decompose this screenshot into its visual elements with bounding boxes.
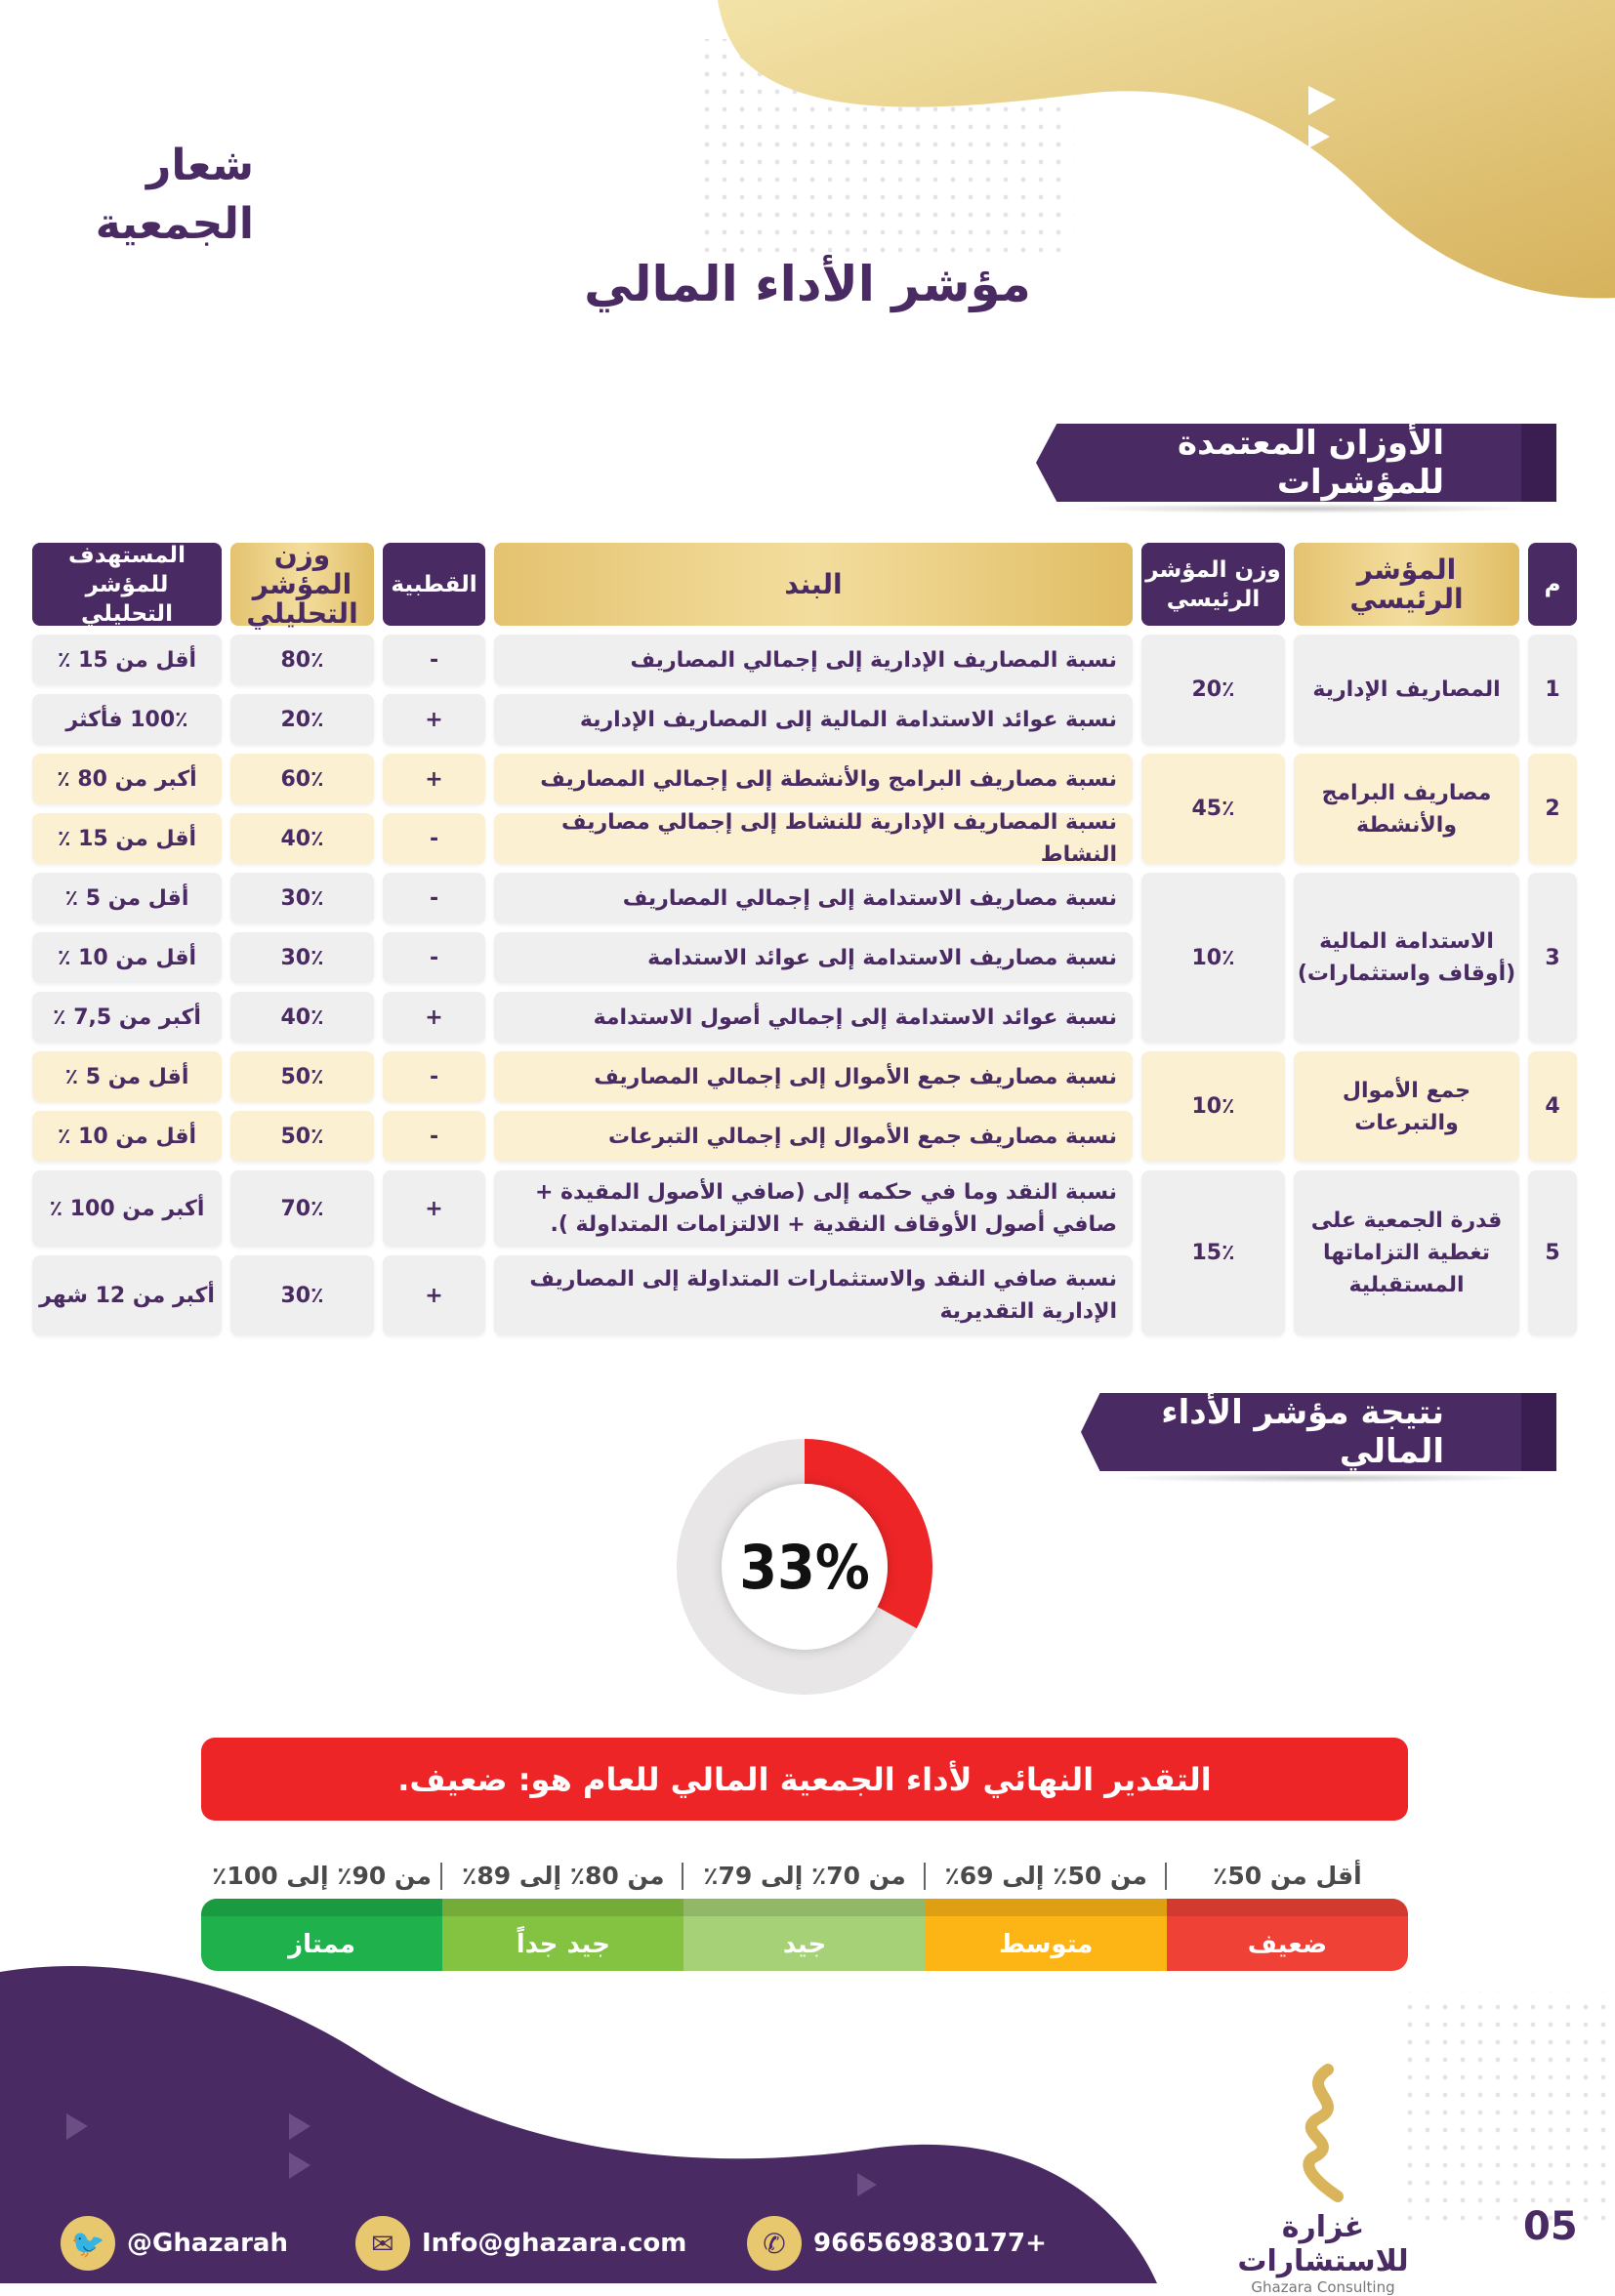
analytic-weight-cell: 60٪: [230, 754, 374, 804]
target-cell: أقل من 5 ٪: [32, 1051, 222, 1102]
footer-twitter[interactable]: [61, 2216, 288, 2271]
twitter-icon: 🐦: [61, 2216, 115, 2271]
item-cell: نسبة النقد وما في حكمه إلى (صافي الأصول المقيدة + صافي أصول الأوقاف النقدية + الالتزامات المتداولة ).: [494, 1170, 1133, 1247]
polarity-cell: +: [383, 992, 485, 1043]
row-number: 2: [1528, 754, 1577, 864]
analytic-weight-cell: 50٪: [230, 1111, 374, 1162]
row-number: 4: [1528, 1051, 1577, 1162]
main-weight-cell: 10٪: [1141, 873, 1285, 1043]
analytic-weight-cell: 40٪: [230, 813, 374, 864]
email-icon: ✉: [355, 2216, 410, 2271]
phone-icon: ✆: [747, 2216, 802, 2271]
header-main-indicator: المؤشر الرئيسي: [1294, 543, 1519, 626]
analytic-weight-cell: 40٪: [230, 992, 374, 1043]
target-cell: أقل من 10 ٪: [32, 932, 222, 983]
analytic-weight-cell: 70٪: [230, 1170, 374, 1247]
logo-placeholder-text: الجمعية: [95, 199, 254, 249]
target-cell: أكبر من 100 ٪: [32, 1170, 222, 1247]
polarity-cell: -: [383, 1111, 485, 1162]
final-assessment-banner: التقدير النهائي لأداء الجمعية المالي للعام هو: ضعيف.: [201, 1738, 1408, 1821]
rating-segment: جيد: [683, 1899, 925, 1971]
rating-segment: جيد جداً: [442, 1899, 683, 1971]
footer-phone[interactable]: [747, 2216, 1047, 2271]
main-weight-cell: 20٪: [1141, 635, 1285, 745]
section-title: الأوزان المعتمدة للمؤشرات: [1178, 424, 1444, 502]
analytic-weight-cell: 30٪: [230, 873, 374, 923]
header-item: البند: [494, 543, 1133, 626]
rating-scale-bar: [201, 1899, 1408, 1971]
target-cell: أقل من 15 ٪: [32, 813, 222, 864]
target-cell: أقل من 5 ٪: [32, 873, 222, 923]
email-address[interactable]: Info@ghazara.com: [422, 2229, 687, 2258]
main-indicator-cell: قدرة الجمعية على تغطية التزاماتها المستقبلية: [1294, 1170, 1519, 1335]
page-number: 05: [1523, 2204, 1578, 2249]
polarity-cell: +: [383, 1170, 485, 1247]
rating-segment: ضعيف: [1167, 1899, 1408, 1971]
item-cell: نسبة مصاريف البرامج والأنشطة إلى إجمالي المصاريف: [494, 754, 1133, 804]
main-weight-cell: 45٪: [1141, 754, 1285, 864]
header-analytic-weight: وزن المؤشر التحليلي: [230, 543, 374, 626]
polarity-cell: +: [383, 694, 485, 745]
analytic-weight-cell: 80٪: [230, 635, 374, 685]
logo-placeholder-text: شعار: [146, 141, 254, 190]
main-indicator-cell: المصاريف الإدارية: [1294, 635, 1519, 745]
item-cell: نسبة مصاريف جمع الأموال إلى إجمالي المصاريف: [494, 1051, 1133, 1102]
main-weight-cell: 15٪: [1141, 1170, 1285, 1335]
score-label: 33%: [739, 1532, 870, 1603]
rating-range-label: أقل من 50٪: [1213, 1862, 1362, 1890]
polarity-cell: -: [383, 873, 485, 923]
item-cell: نسبة صافي النقد والاستثمارات المتداولة إلى المصاريف الإدارية التقديرية: [494, 1255, 1133, 1335]
analytic-weight-cell: 50٪: [230, 1051, 374, 1102]
footer-email[interactable]: [355, 2216, 686, 2271]
polarity-cell: +: [383, 754, 485, 804]
header-target: المستهدف للمؤشر التحليلي: [32, 543, 222, 626]
main-indicator-cell: مصاريف البرامج والأنشطة: [1294, 754, 1519, 864]
brand-logo: [1201, 2060, 1445, 2296]
target-cell: أقل من 10 ٪: [32, 1111, 222, 1162]
polarity-cell: -: [383, 1051, 485, 1102]
rating-segment: متوسط: [926, 1899, 1167, 1971]
score-donut-chart: [677, 1439, 932, 1695]
association-logo-placeholder: [78, 137, 254, 254]
item-cell: نسبة عوائد الاستدامة المالية إلى المصاريف الإدارية: [494, 694, 1133, 745]
weights-table: [29, 538, 1577, 1335]
result-section-banner: [1081, 1393, 1556, 1471]
item-cell: نسبة المصاريف الإدارية إلى إجمالي المصاريف: [494, 635, 1133, 685]
weights-section-banner: [1036, 424, 1556, 502]
phone-number[interactable]: 966569830177+: [813, 2229, 1047, 2258]
brand-calligraphy-icon: [1279, 2060, 1367, 2206]
target-cell: أكبر من 7,5 ٪: [32, 992, 222, 1043]
analytic-weight-cell: 20٪: [230, 694, 374, 745]
polarity-cell: +: [383, 1255, 485, 1335]
item-cell: نسبة مصاريف الاستدامة إلى إجمالي المصاريف: [494, 873, 1133, 923]
rating-range-label: من 80٪ إلى 89٪: [442, 1855, 683, 1898]
main-weight-cell: 10٪: [1141, 1051, 1285, 1162]
polarity-cell: -: [383, 813, 485, 864]
rating-range-label: من 90٪ إلى 100٪: [201, 1855, 442, 1898]
header-polarity: القطبية: [383, 543, 485, 626]
polarity-cell: -: [383, 635, 485, 685]
item-cell: نسبة عوائد الاستدامة إلى إجمالي أصول الاستدامة: [494, 992, 1133, 1043]
target-cell: أقل من 15 ٪: [32, 635, 222, 685]
main-indicator-cell: جمع الأموال والتبرعات: [1294, 1051, 1519, 1162]
analytic-weight-cell: 30٪: [230, 1255, 374, 1335]
main-indicator-cell: الاستدامة المالية (أوقاف واستثمارات): [1294, 873, 1519, 1043]
rating-range-label: من 70٪ إلى 79٪: [683, 1855, 925, 1898]
brand-name-arabic: غزارة للاستشارات: [1237, 2210, 1409, 2278]
target-cell: أكبر من 80 ٪: [32, 754, 222, 804]
section-title: نتيجة مؤشر الأداء المالي: [1161, 1393, 1444, 1471]
item-cell: نسبة مصاريف جمع الأموال إلى إجمالي التبرعات: [494, 1111, 1133, 1162]
target-cell: 100٪ فأكثر: [32, 694, 222, 745]
rating-scale-ranges: [201, 1855, 1408, 1898]
page-title: مؤشر الأداء المالي: [584, 256, 1031, 312]
target-cell: أكبر من 12 شهر: [32, 1255, 222, 1335]
row-number: 3: [1528, 873, 1577, 1043]
rating-segment: ممتاز: [201, 1899, 442, 1971]
rating-range-label: من 50٪ إلى 69٪: [926, 1855, 1167, 1898]
item-cell: نسبة مصاريف الاستدامة إلى عوائد الاستدامة: [494, 932, 1133, 983]
header-main-weight: وزن المؤشر الرئيسي: [1141, 543, 1285, 626]
header-number: م: [1528, 543, 1577, 626]
item-cell: نسبة المصاريف الإدارية للنشاط إلى إجمالي مصاريف النشاط: [494, 813, 1133, 864]
row-number: 1: [1528, 635, 1577, 745]
polarity-cell: -: [383, 932, 485, 983]
row-number: 5: [1528, 1170, 1577, 1335]
brand-name-english: Ghazara Consulting: [1251, 2278, 1395, 2296]
analytic-weight-cell: 30٪: [230, 932, 374, 983]
twitter-handle[interactable]: @Ghazarah: [127, 2229, 288, 2258]
